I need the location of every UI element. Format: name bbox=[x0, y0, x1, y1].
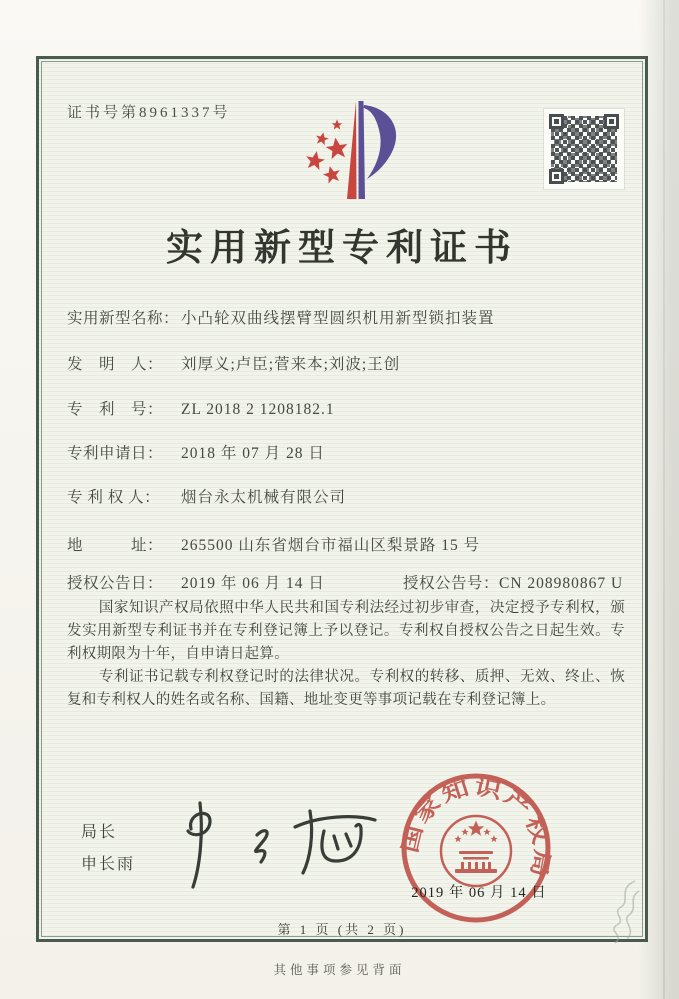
grant-date-label: 授权公告日： bbox=[67, 575, 164, 592]
page-indicator: 第 1 页 (共 2 页) bbox=[277, 922, 407, 937]
grant-number-group bbox=[403, 571, 623, 593]
field-row-grant bbox=[67, 571, 627, 593]
qr-finder-bottom-left bbox=[549, 169, 564, 184]
director-title: 局长 bbox=[81, 824, 118, 841]
director-block bbox=[81, 817, 135, 881]
logo-p-mark-icon bbox=[359, 101, 397, 199]
field-row-filing-date bbox=[67, 441, 627, 463]
field-label: 专利申请日： bbox=[67, 445, 164, 462]
certificate-number: 证书号第8961337号 bbox=[67, 105, 231, 121]
field-row-name bbox=[67, 306, 627, 328]
field-value: 265500 山东省烟台市福山区梨景路 15 号 bbox=[181, 537, 481, 554]
qr-finder-top-left bbox=[549, 114, 564, 129]
logo-stars-icon bbox=[304, 120, 349, 185]
field-label: 专 利 权 人： bbox=[67, 489, 161, 506]
scan-page-edge bbox=[663, 0, 665, 999]
legal-paragraph-1: 国家知识产权局依照中华人民共和国专利法经过初步审查，决定授予专利权，颁发实用新型专利证书并在专利登记簿上予以登记。专利权自授权公告之日起生效。专利权期限为十年，自申请日起算。 bbox=[67, 600, 625, 662]
grant-number-label: 授权公告号： bbox=[403, 575, 500, 592]
field-value: 烟台永太机械有限公司 bbox=[181, 489, 347, 506]
grant-number-value: CN 208980867 U bbox=[499, 575, 624, 592]
field-label: 实用新型名称： bbox=[67, 310, 180, 327]
field-value: 2018 年 07 月 28 日 bbox=[181, 445, 325, 462]
field-value: ZL 2018 2 1208182.1 bbox=[181, 401, 335, 418]
certificate-title: 实用新型专利证书 bbox=[166, 228, 518, 269]
logo-red-spire-icon bbox=[347, 101, 357, 199]
seal-national-emblem-icon bbox=[441, 816, 511, 886]
field-value: 刘厚义;卢臣;菅来本;刘波;王创 bbox=[181, 356, 401, 373]
director-name: 申长雨 bbox=[81, 856, 136, 873]
field-row-inventors bbox=[67, 352, 627, 374]
field-label: 地 址： bbox=[67, 537, 164, 554]
qr-code bbox=[544, 109, 624, 189]
field-row-patent-number bbox=[67, 397, 627, 419]
qr-finder-top-right bbox=[604, 114, 619, 129]
field-row-address bbox=[67, 533, 627, 555]
official-seal bbox=[397, 769, 555, 927]
director-signature bbox=[157, 791, 419, 903]
certificate-border-frame bbox=[36, 56, 648, 942]
legal-text-block bbox=[67, 597, 625, 712]
field-label: 专 利 号： bbox=[67, 401, 164, 418]
field-label: 发 明 人： bbox=[67, 356, 164, 373]
seal-date: 2019 年 06 月 14 日 bbox=[411, 885, 547, 901]
seal-text: 国家知识产权局 bbox=[397, 774, 555, 875]
back-note: 其他事项参见背面 bbox=[273, 963, 406, 977]
field-row-patentee bbox=[67, 485, 627, 507]
cnipa-patent-logo bbox=[277, 99, 429, 209]
legal-paragraph-2: 专利证书记载专利权登记时的法律状况。专利权的转移、质押、无效、终止、恢复和专利权人的姓名或名称、国籍、地址变更等事项记载在专利登记簿上。 bbox=[67, 669, 625, 708]
grant-date-value: 2019 年 06 月 14 日 bbox=[181, 575, 325, 592]
field-value: 小凸轮双曲线摆臂型圆织机用新型锁扣装置 bbox=[181, 310, 495, 327]
